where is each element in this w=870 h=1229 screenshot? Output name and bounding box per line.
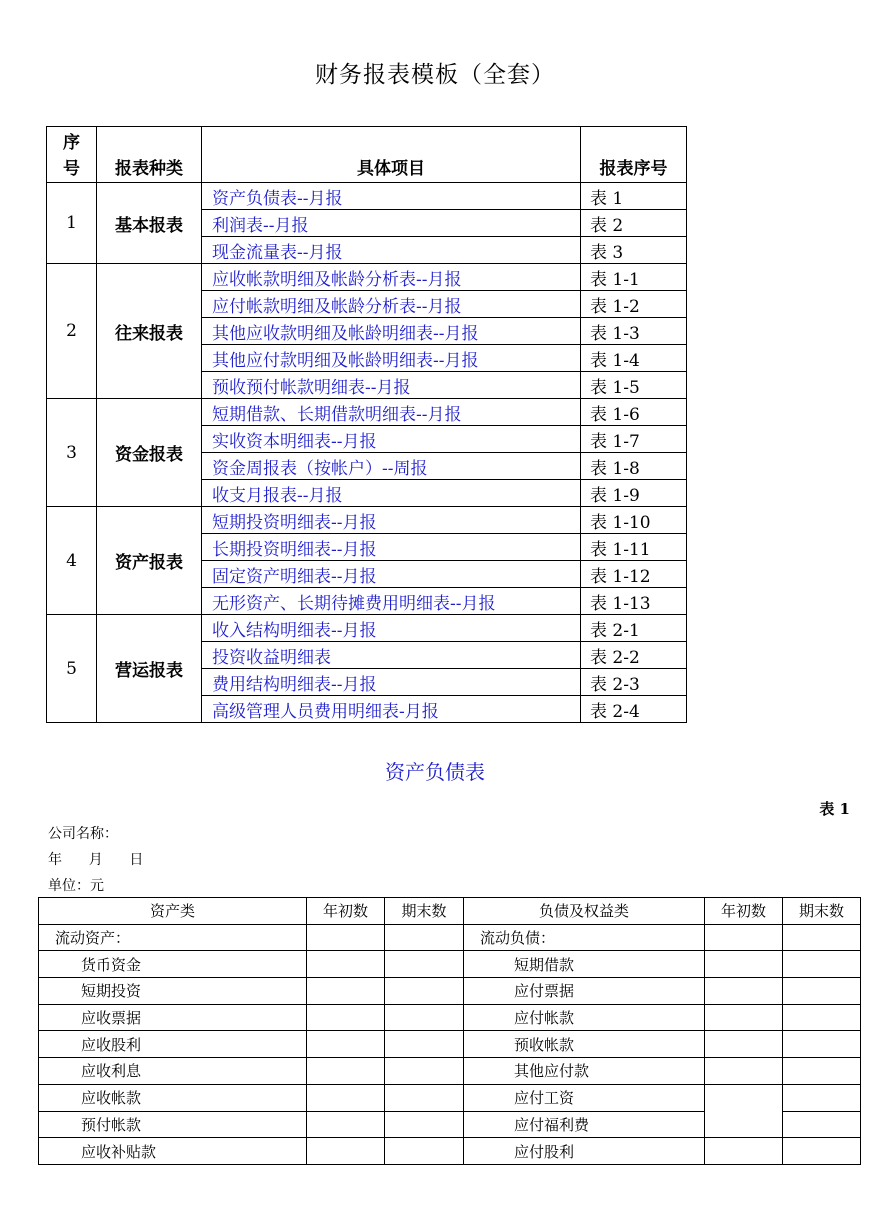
report-number: 表 1-1 [581,264,687,291]
header-liab-begin: 年初数 [705,898,783,925]
asset-begin-value [307,978,385,1005]
report-number: 表 1-7 [581,426,687,453]
table-row [39,978,861,1005]
liability-begin-value [705,1138,783,1165]
group-seq: 1 [47,183,97,264]
asset-item: 短期投资 [39,978,307,1005]
asset-item: 应收利息 [39,1058,307,1085]
group-seq: 5 [47,615,97,723]
table-row [47,615,687,642]
asset-end-value [385,924,464,951]
asset-begin-value [307,1004,385,1031]
table-row [47,399,687,426]
table-row [47,264,687,291]
group-category: 资金报表 [97,399,202,507]
liability-begin-value [705,1004,783,1031]
liability-begin-value [705,1058,783,1085]
report-item: 投资收益明细表 [202,642,581,669]
liability-end-value [783,1058,861,1085]
liability-begin-value [705,978,783,1005]
report-number: 表 1-8 [581,453,687,480]
header-assets-end: 期末数 [385,898,464,925]
table-row [47,507,687,534]
asset-end-value [385,1058,464,1085]
liability-end-value [783,1111,861,1138]
unit-label: 单位：元 [48,878,104,894]
report-number: 表 1-4 [581,345,687,372]
report-item: 利润表--月报 [202,210,581,237]
table-row [39,951,861,978]
report-number: 表 1 [581,183,687,210]
liability-end-value [783,1004,861,1031]
asset-item: 应收股利 [39,1031,307,1058]
report-item: 预收预付帐款明细表--月报 [202,372,581,399]
asset-begin-value [307,1058,385,1085]
liability-item: 流动负债： [464,924,705,951]
liability-item: 短期借款 [464,951,705,978]
table-row [39,1058,861,1085]
document-title: 财务报表模板（全套） [315,62,555,88]
report-number: 表 1-9 [581,480,687,507]
asset-item: 应收补贴款 [39,1138,307,1165]
asset-item: 预付帐款 [39,1111,307,1138]
table-row [39,1031,861,1058]
asset-end-value [385,1031,464,1058]
index-header-row [47,127,687,183]
report-item: 实收资本明细表--月报 [202,426,581,453]
asset-item: 应收帐款 [39,1084,307,1111]
asset-end-value [385,978,464,1005]
report-number: 表 2 [581,210,687,237]
table-row [39,1004,861,1031]
report-number: 表 1-11 [581,534,687,561]
balance-header-row [39,898,861,925]
date-line: 年 月 日 [48,852,144,868]
report-item: 资金周报表（按帐户）--周报 [202,453,581,480]
liability-end-value [783,1084,861,1111]
report-number: 表 1-6 [581,399,687,426]
asset-end-value [385,1138,464,1165]
group-seq: 3 [47,399,97,507]
asset-begin-value [307,1084,385,1111]
header-liab-end: 期末数 [783,898,861,925]
report-item: 应收帐款明细及帐龄分析表--月报 [202,264,581,291]
group-category: 基本报表 [97,183,202,264]
liability-item: 应付工资 [464,1084,705,1111]
asset-begin-value [307,1138,385,1165]
liability-end-value [783,1138,861,1165]
report-item: 应付帐款明细及帐龄分析表--月报 [202,291,581,318]
report-item: 其他应付款明细及帐龄明细表--月报 [202,345,581,372]
report-item: 高级管理人员费用明细表-月报 [202,696,581,723]
report-number: 表 2-2 [581,642,687,669]
liability-item: 应付福利费 [464,1111,705,1138]
report-number: 表 2-4 [581,696,687,723]
liability-begin-value [705,1031,783,1058]
table-row [47,183,687,210]
report-item: 费用结构明细表--月报 [202,669,581,696]
report-item: 现金流量表--月报 [202,237,581,264]
header-seq: 序 号 [47,127,97,183]
report-item: 收入结构明细表--月报 [202,615,581,642]
report-item: 短期借款、长期借款明细表--月报 [202,399,581,426]
liability-begin-value [705,951,783,978]
report-number: 表 1-12 [581,561,687,588]
liability-begin-value [705,1084,783,1137]
header-assets: 资产类 [39,898,307,925]
asset-item: 应收票据 [39,1004,307,1031]
balance-sheet-title: 资产负债表 [385,760,485,784]
header-liabilities: 负债及权益类 [464,898,705,925]
group-seq: 4 [47,507,97,615]
group-category: 资产报表 [97,507,202,615]
header-category: 报表种类 [97,127,202,183]
asset-end-value [385,1111,464,1138]
liability-item: 应付帐款 [464,1004,705,1031]
report-item: 固定资产明细表--月报 [202,561,581,588]
header-number: 报表序号 [581,127,687,183]
table-row [39,924,861,951]
asset-begin-value [307,924,385,951]
report-number: 表 3 [581,237,687,264]
liability-item: 预收帐款 [464,1031,705,1058]
liability-end-value [783,951,861,978]
liability-end-value [783,924,861,951]
report-item: 其他应收款明细及帐龄明细表--月报 [202,318,581,345]
liability-end-value [783,978,861,1005]
report-index-table [46,126,687,723]
report-number: 表 2-3 [581,669,687,696]
asset-end-value [385,951,464,978]
group-category: 往来报表 [97,264,202,399]
liability-begin-value [705,924,783,951]
table-number: 表 1 [819,800,850,818]
header-item: 具体项目 [202,127,581,183]
report-item: 无形资产、长期待摊费用明细表--月报 [202,588,581,615]
liability-item: 其他应付款 [464,1058,705,1085]
asset-item: 货币资金 [39,951,307,978]
company-name-label: 公司名称： [48,826,118,842]
report-number: 表 1-3 [581,318,687,345]
report-item: 短期投资明细表--月报 [202,507,581,534]
asset-begin-value [307,1111,385,1138]
header-assets-begin: 年初数 [307,898,385,925]
liability-item: 应付股利 [464,1138,705,1165]
asset-begin-value [307,951,385,978]
table-row [39,1138,861,1165]
report-number: 表 1-13 [581,588,687,615]
report-number: 表 1-5 [581,372,687,399]
report-number: 表 2-1 [581,615,687,642]
balance-sheet-table [38,897,861,1165]
report-item: 长期投资明细表--月报 [202,534,581,561]
group-seq: 2 [47,264,97,399]
liability-end-value [783,1031,861,1058]
liability-item: 应付票据 [464,978,705,1005]
group-category: 营运报表 [97,615,202,723]
asset-begin-value [307,1031,385,1058]
report-number: 表 1-10 [581,507,687,534]
report-item: 资产负债表--月报 [202,183,581,210]
asset-item: 流动资产： [39,924,307,951]
table-row [39,1084,861,1111]
asset-end-value [385,1004,464,1031]
asset-end-value [385,1084,464,1111]
report-item: 收支月报表--月报 [202,480,581,507]
report-number: 表 1-2 [581,291,687,318]
